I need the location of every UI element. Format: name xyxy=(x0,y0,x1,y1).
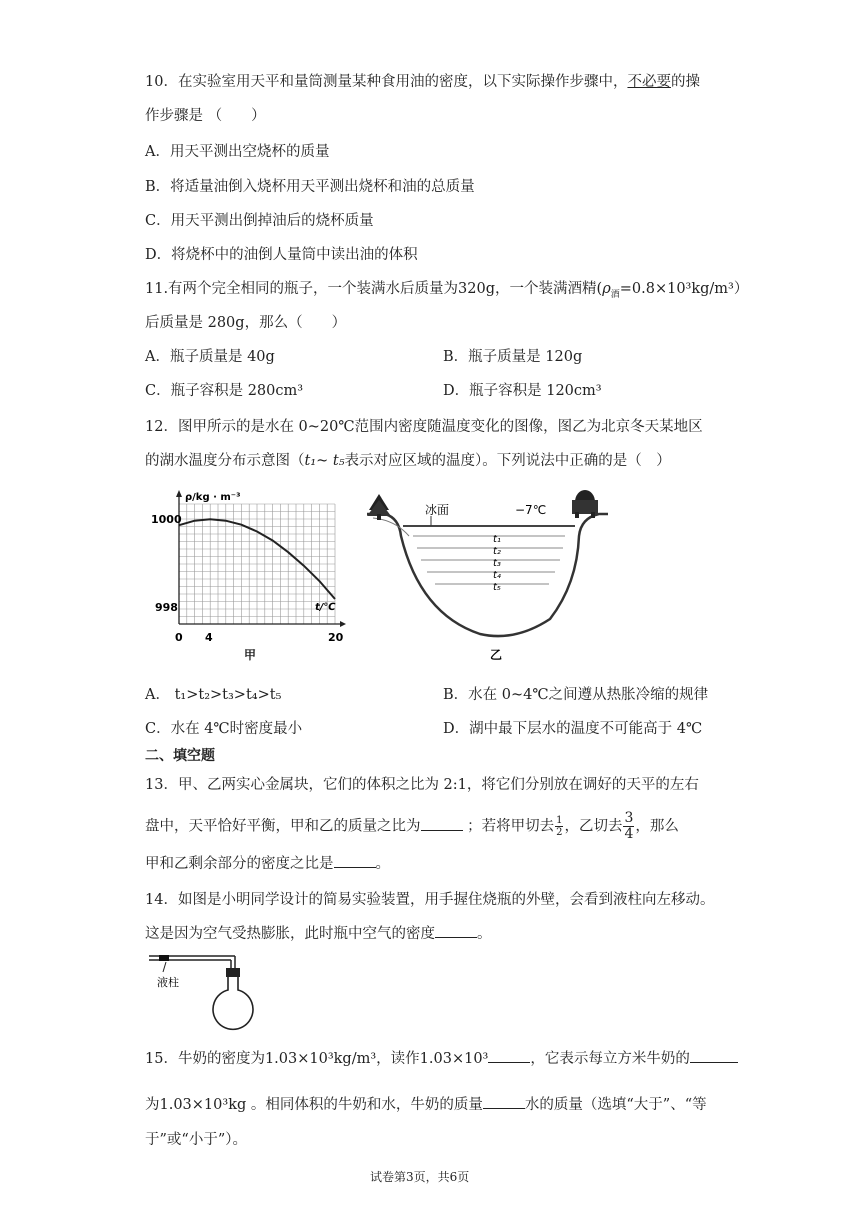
frac1-denominator: 2 xyxy=(556,827,563,838)
q13-text-d: ，那么 xyxy=(635,818,679,835)
q15-text-d: 水的质量（选填“大于”、“等 xyxy=(524,1097,707,1113)
page-footer: 试卷第3页，共6页 xyxy=(370,1170,470,1184)
figure-yi-caption: 乙 xyxy=(490,648,503,662)
layer-t4: t₄ xyxy=(493,570,501,581)
liquid-column-label: 液柱 xyxy=(157,976,179,989)
frac1-numerator: 1 xyxy=(556,815,563,826)
q14-text-b: 。 xyxy=(477,926,492,942)
tree-right-icon xyxy=(572,490,598,518)
q15-text-a: 15．牛奶的密度为1.03×10³kg/m³，读作1.03×10³ xyxy=(145,1051,489,1067)
q15-blank-1[interactable] xyxy=(488,1048,530,1063)
flask-body xyxy=(213,977,253,1029)
figure-jia-caption: 甲 xyxy=(244,648,257,662)
section-title-fill-in: 二、填空题 xyxy=(145,748,215,764)
q12-range: t₁~ t₅ xyxy=(304,453,345,469)
q13-stem-line2 xyxy=(145,811,679,842)
q10-option-d: D．将烧杯中的油倒人量筒中读出油的体积 xyxy=(145,247,418,263)
q14-stem-line2 xyxy=(145,922,492,943)
q12-option-a: A． t₁>t₂>t₃>t₄>t₅ xyxy=(145,687,282,703)
q13-text-f: 。 xyxy=(375,856,390,872)
density-temperature-chart xyxy=(148,486,348,661)
x-tick-4: 4 xyxy=(205,631,213,644)
layer-t5: t₅ xyxy=(493,582,501,593)
x-axis-label: t/℃ xyxy=(315,602,336,613)
chart-grid xyxy=(179,504,335,624)
tree-right-trunk-2 xyxy=(591,512,595,518)
flask-stopper xyxy=(226,968,240,977)
flask-apparatus xyxy=(145,950,255,1032)
q13-text-a: 盘中，天平恰好平衡，甲和乙的质量之比为 xyxy=(145,818,421,835)
q10-stem-line1 xyxy=(145,70,700,91)
water-layers xyxy=(413,536,565,584)
tree-left-trunk xyxy=(377,514,381,520)
q10-underlined: 不必要 xyxy=(627,74,671,90)
q10-option-a: A．用天平测出空烧杯的质量 xyxy=(145,144,330,160)
q11-option-a: A．瓶子质量是 40g xyxy=(145,349,275,365)
layer-t1: t₁ xyxy=(493,534,501,545)
tree-right-body xyxy=(572,500,598,514)
q13-blank-1[interactable] xyxy=(421,816,463,831)
rho-symbol: ρ xyxy=(602,281,611,297)
q12-option-b: B．水在 0~4℃之间遵从热胀冷缩的规律 xyxy=(443,687,709,703)
y-axis-label: ρ/kg · m⁻³ xyxy=(185,492,241,503)
x-tick-0: 0 xyxy=(175,631,183,644)
q13-text-b: ；若将甲切去 xyxy=(467,818,555,835)
q13-stem-line3 xyxy=(145,852,390,873)
q15-text-b: ，它表示每立方米牛奶的 xyxy=(530,1051,690,1067)
q10-option-b: B．将适量油倒入烧杯用天平测出烧杯和油的总质量 xyxy=(145,179,475,195)
ice-label: 冰面 xyxy=(425,503,450,517)
q13-text-e: 甲和乙剩余部分的密度之比是 xyxy=(145,856,334,872)
liquid-pointer xyxy=(163,962,166,972)
q12-option-d: D．湖中最下层水的温度不可能高于 4℃ xyxy=(443,721,703,737)
q11-option-d: D．瓶子容积是 120cm³ xyxy=(443,383,602,399)
q11-option-b: B．瓶子质量是 120g xyxy=(443,349,583,365)
q11-option-c: C．瓶子容积是 280cm³ xyxy=(145,383,304,399)
q10-option-c: C．用天平测出倒掉油后的烧杯质量 xyxy=(145,213,374,229)
q15-blank-3[interactable] xyxy=(483,1094,525,1109)
rho-subscript: 酒 xyxy=(610,289,620,300)
y-tick-1000: 1000 xyxy=(151,513,182,526)
frac2-numerator: 3 xyxy=(624,810,634,826)
q13-text-c: ，乙切去 xyxy=(564,818,623,835)
q11-stem-line1 xyxy=(145,277,748,300)
q12-text-end: 表示对应区域的温度）。下列说法中正确的是（ ） xyxy=(344,453,671,469)
q13-stem-line1: 13．甲、乙两实心金属块，它们的体积之比为 2:1，将它们分别放在调好的天平的左右 xyxy=(145,777,699,793)
q11-text-end: =0.8×10³kg/m³） xyxy=(619,281,749,297)
q12-stem-line1: 12．图甲所示的是水在 0~20℃范围内密度随温度变化的图像，图乙为北京冬天某地区 xyxy=(145,419,703,435)
q10-text: 10．在实验室用天平和量筒测量某种食用油的密度，以下实际操作步骤中， xyxy=(145,74,628,90)
layer-t3: t₃ xyxy=(493,558,501,569)
q12-stem-line2 xyxy=(145,449,671,470)
lake-bank xyxy=(367,514,608,636)
q10-text-end: 的操 xyxy=(670,74,700,90)
fraction-one-half xyxy=(555,815,563,838)
layer-t2: t₂ xyxy=(493,546,501,557)
air-temp-label: −7℃ xyxy=(515,503,547,517)
x-tick-20: 20 xyxy=(328,631,344,644)
q14-text-a: 这是因为空气受热膨胀，此时瓶中空气的密度 xyxy=(145,926,435,942)
q10-stem-line2: 作步骤是 （ ） xyxy=(145,108,266,124)
q12-option-c: C．水在 4℃时密度最小 xyxy=(145,721,303,737)
q11-text: 11.有两个完全相同的瓶子，一个装满水后质量为320g，一个装满酒精( xyxy=(145,281,603,297)
q13-blank-2[interactable] xyxy=(334,853,376,868)
q15-text-c: 为1.03×10³kg 。相同体积的牛奶和水，牛奶的质量 xyxy=(145,1097,483,1113)
q15-blank-2[interactable] xyxy=(690,1048,738,1063)
x-axis-arrow xyxy=(340,621,346,627)
q15-stem-line2 xyxy=(145,1093,707,1114)
y-tick-998: 998 xyxy=(155,601,178,614)
lake-diagram xyxy=(365,484,610,674)
tree-right-trunk-1 xyxy=(575,512,579,518)
q14-blank[interactable] xyxy=(435,923,477,938)
q11-stem-line2: 后质量是 280g，那么（ ） xyxy=(145,315,347,331)
q15-stem-line3: 于”或“小于”）。 xyxy=(145,1132,247,1148)
q15-stem-line1 xyxy=(145,1047,738,1068)
q14-stem-line1: 14．如图是小明同学设计的简易实验装置，用手握住烧瓶的外壁，会看到液柱向左移动。 xyxy=(145,892,715,908)
frac2-denominator: 4 xyxy=(624,826,634,842)
y-axis-arrow xyxy=(176,490,182,497)
q12-text: 的湖水温度分布示意图（ xyxy=(145,453,305,469)
fraction-three-quarters xyxy=(623,811,634,842)
liquid-column xyxy=(159,955,169,961)
